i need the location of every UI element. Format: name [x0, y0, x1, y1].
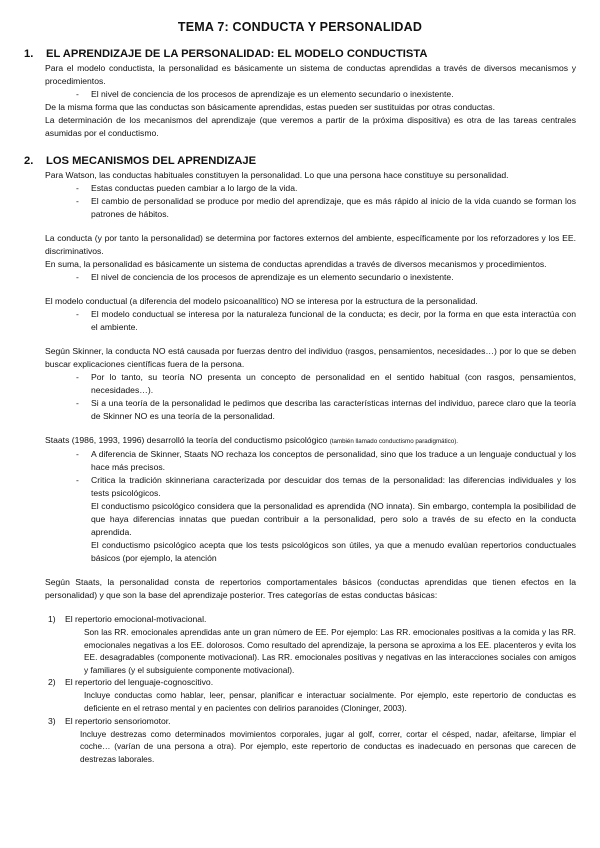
s2-paragraph-5: Según Skinner, la conducta NO está causada por fuerzas dentro del individuo (rasgos, pensamientos, necesidades…) por lo que se deben buscar explicaciones científicas fuera de la persona.: [45, 346, 576, 369]
s2-bullet-1: [76, 182, 576, 195]
list-item-1: [48, 613, 576, 626]
dash-marker: -: [76, 309, 79, 319]
dash-marker: -: [76, 449, 79, 459]
dash-marker: -: [76, 89, 79, 99]
s2-paragraph-1: Para Watson, las conductas habituales constituyen la personalidad. Lo que una persona hace constituye su personalidad.: [45, 170, 509, 180]
list-item-3: [48, 715, 576, 728]
s1-paragraph-3: La determinación de los mecanismos del aprendizaje (que veremos a partir de la próxima dispositiva) es otra de las tareas centrales asumidas por el conductismo.: [45, 115, 576, 138]
dash-marker: -: [76, 475, 79, 485]
s1-paragraph-1: Para el modelo conductista, la personalidad es básicamente un sistema de conductas aprendidas a través de diversos mecanismos y procedimientos.: [45, 63, 576, 86]
section-1-number: 1.: [24, 48, 34, 60]
s2-bullet-3: [76, 271, 576, 284]
list-description-3: Incluye destrezas como determinados movimientos corporales, jugar al golf, correr, cortar el césped, nadar, afeitarse, limpiar el coche… (varían de una persona a otra). Por ejemplo, este repertorio de conductas es inadecuado en personas que carecen de destrezas laborales.: [80, 728, 576, 764]
s2-paragraph-2: La conducta (y por tanto la personalidad) se determina por factores externos del ambiente, específicamente por los reforzadores y los EE. discriminativos.: [45, 233, 576, 256]
s2-paragraph-6: [45, 434, 576, 448]
bullet-text: Critica la tradición skinneriana caracterizada por descuidar dos temas de la personalidad: las diferencias individuales y los tests psicológicos.: [91, 475, 576, 498]
bullet-text: A diferencia de Skinner, Staats NO rechaza los conceptos de personalidad, sino que los traduce a un lenguaje conductual y los hace más precisos.: [91, 449, 576, 472]
dash-marker: -: [76, 398, 79, 408]
bullet-text: Si a una teoría de la personalidad le pedimos que describa las características internas del individuo, parece claro que la teoría de Skinner NO es una teoría de la personalidad.: [91, 398, 576, 421]
bullet-text: Estas conductas pueden cambiar a lo largo de la vida.: [91, 183, 298, 193]
staats-intro: Staats (1986, 1993, 1996) desarrolló la teoría del conductismo psicológico: [45, 435, 330, 445]
list-title: El repertorio sensoriomotor.: [65, 715, 171, 726]
section-2-number: 2.: [24, 155, 34, 167]
s1-bullet-1: [76, 88, 576, 101]
list-title: El repertorio emocional-motivacional.: [65, 614, 207, 624]
s2-bullet-8: [76, 474, 576, 500]
section-2-heading: [24, 155, 576, 167]
s1-paragraph-2: De la misma forma que las conductas son básicamente aprendidas, estas pueden ser sustituidas por otras conductas.: [45, 102, 495, 112]
bullet-text: El cambio de personalidad se produce por medio del aprendizaje, que es más rápido al inicio de la vida cuando se forman los patrones de hábitos.: [91, 196, 576, 219]
list-item-2: [48, 676, 576, 689]
dash-marker: -: [76, 196, 79, 206]
dash-marker: -: [76, 272, 79, 282]
s2-bullet-6: [76, 397, 576, 423]
bullet-text: Por lo tanto, su teoría NO presenta un concepto de personalidad en el sentido habitual (con rasgos, pensamientos, necesidades…).: [91, 372, 576, 395]
section-2-title: LOS MECANISMOS DEL APRENDIZAJE: [46, 155, 257, 167]
s2-continuation-1: El conductismo psicológico considera que la personalidad es aprendida (NO innata). Sin embargo, contempla la posibilidad de que haya diferencias innatas que puedan contribuir a la personalidad, pero solo a través de su efecto en la conducta aprendida.: [91, 501, 576, 537]
s2-bullet-5: [76, 371, 576, 397]
section-1-heading: [24, 48, 576, 60]
s2-bullet-7: [76, 448, 576, 474]
list-number: 2): [48, 677, 56, 688]
list-description-1: Son las RR. emocionales aprendidas ante un gran número de EE. Por ejemplo: Las RR. emocionales positivas a la comida y las RR. emocionales negativas a los EE. dolorosos. Como resultado del aprendizaje, la persona se aproxima a los EE. placenteros y evita los EE. desagradables (componente motivacional). Las RR. emocionales positivas y negativas en las interacciones sociales con amigos y familiares (y el subsiguiente componente motivacional).: [84, 627, 576, 675]
page-title: TEMA 7: CONDUCTA Y PERSONALIDAD: [177, 20, 423, 34]
dash-marker: -: [76, 183, 79, 193]
bullet-text: El nivel de conciencia de los procesos de aprendizaje es un elemento secundario o inexistente.: [91, 89, 454, 99]
s2-bullet-2: [76, 195, 576, 221]
list-description-2: Incluye conductas como hablar, leer, pensar, planificar e interactuar socialmente. Por ejemplo, este repertorio de conductas es deficiente en el retraso mental y en pacientes con delirios paranoides (Cloninger, 2003).: [84, 690, 576, 713]
staats-note: (también llamado conductismo paradigmático).: [329, 438, 458, 445]
bullet-text: El nivel de conciencia de los procesos de aprendizaje es un elemento secundario o inexistente.: [91, 272, 454, 282]
s2-paragraph-7: Según Staats, la personalidad consta de repertorios comportamentales básicos (conductas aprendidas que tienen efectos en la personalidad) y que son la base del aprendizaje posterior. Tres categorías de estas conductas básicas:: [45, 577, 576, 600]
list-number: 1): [48, 614, 56, 624]
list-title: El repertorio del lenguaje-cognoscitivo.: [65, 677, 214, 688]
bullet-text: El modelo conductual se interesa por la naturaleza funcional de la conducta; es decir, por la forma en que esta interactúa con el ambiente.: [91, 309, 576, 332]
s2-paragraph-4: El modelo conductual (a diferencia del modelo psicoanalítico) NO se interesa por la estructura de la personalidad.: [45, 296, 478, 306]
s2-continuation-2: El conductismo psicológico acepta que los tests psicológicos son útiles, ya que a menudo evalúan repertorios conductuales básicos (por ejemplo, la atención: [91, 540, 576, 563]
section-1-title: EL APRENDIZAJE DE LA PERSONALIDAD: EL MODELO CONDUCTISTA: [46, 48, 428, 60]
s2-paragraph-3: En suma, la personalidad es básicamente un sistema de conductas aprendidas a través de diversos mecanismos y procedimientos.: [45, 259, 547, 269]
list-number: 3): [48, 715, 56, 726]
dash-marker: -: [76, 372, 79, 382]
s2-bullet-4: [76, 308, 576, 334]
